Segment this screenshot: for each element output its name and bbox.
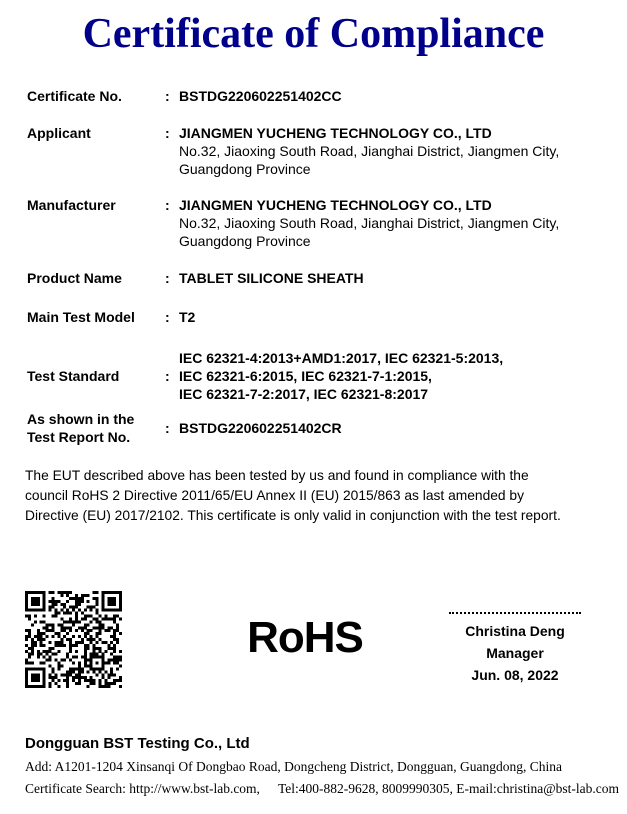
applicant-value <box>179 124 559 178</box>
test-report-label-line2: Test Report No. <box>27 429 131 445</box>
field-label: Applicant <box>27 125 91 141</box>
test-report-label-line1: As shown in the <box>27 411 135 427</box>
field-label: Test Standard <box>27 368 120 384</box>
signatory-role: Manager <box>486 645 544 661</box>
field-row-manufacturer <box>27 196 612 250</box>
rohs-logo: RoHS <box>247 613 363 662</box>
product-name-value: TABLET SILICONE SHEATH <box>179 270 364 286</box>
field-row-main-test-model <box>27 308 612 326</box>
qr-code-icon <box>25 591 122 688</box>
manufacturer-address-line2: Guangdong Province <box>179 233 311 249</box>
field-label: Manufacturer <box>27 197 116 213</box>
statement-line2: council RoHS 2 Directive 2011/65/EU Annex II (EU) 2015/863 as last amended by <box>25 488 525 503</box>
main-test-model-value: T2 <box>179 309 196 325</box>
field-row-test-report-no <box>27 410 612 446</box>
field-colon: : <box>165 270 170 286</box>
field-colon: : <box>165 420 170 436</box>
signatory-name: Christina Deng <box>465 623 565 639</box>
field-row-applicant <box>27 124 612 178</box>
certificate-search-url: Certificate Search: http://www.bst-lab.com, <box>25 781 260 796</box>
applicant-address-line2: Guangdong Province <box>179 161 311 177</box>
statement-line1: The EUT described above has been tested by us and found in compliance with the <box>25 468 529 483</box>
issuer-phone-email: Tel:400-882-9628, 8009990305, E-mail:christina@bst-lab.com <box>277 781 619 796</box>
field-row-product-name <box>27 269 612 287</box>
applicant-name: JIANGMEN YUCHENG TECHNOLOGY CO., LTD <box>179 125 492 141</box>
field-label <box>27 410 165 446</box>
manufacturer-value <box>179 196 559 250</box>
field-row-test-standard <box>27 349 612 403</box>
field-colon: : <box>165 125 170 141</box>
test-standard-line2: IEC 62321-6:2015, IEC 62321-7-1:2015, <box>179 368 432 384</box>
field-colon: : <box>165 88 170 104</box>
certificate-number: BSTDG220602251402CC <box>179 88 342 104</box>
field-colon: : <box>165 368 170 384</box>
field-colon: : <box>165 309 170 325</box>
test-report-number: BSTDG220602251402CR <box>179 420 342 436</box>
statement-line3: Directive (EU) 2017/2102. This certificate is only valid in conjunction with the test report. <box>25 508 561 523</box>
field-label: Certificate No. <box>27 88 122 104</box>
manufacturer-name: JIANGMEN YUCHENG TECHNOLOGY CO., LTD <box>179 197 492 213</box>
issuer-company-name: Dongguan BST Testing Co., Ltd <box>25 735 250 752</box>
field-label: Main Test Model <box>27 309 135 325</box>
applicant-address-line1: No.32, Jiaoxing South Road, Jianghai District, Jiangmen City, <box>179 143 560 159</box>
field-row-certificate-no <box>27 87 612 105</box>
field-colon: : <box>165 197 170 213</box>
compliance-statement <box>25 466 620 526</box>
signature-date: Jun. 08, 2022 <box>471 667 559 683</box>
signature-block <box>425 612 605 686</box>
certificate-title: Certificate of Compliance <box>82 11 545 57</box>
field-label: Product Name <box>27 270 122 286</box>
test-standard-line1: IEC 62321-4:2013+AMD1:2017, IEC 62321-5:2013, <box>179 350 504 366</box>
manufacturer-address-line1: No.32, Jiaoxing South Road, Jianghai District, Jiangmen City, <box>179 215 560 231</box>
issuer-contact-line <box>25 781 620 797</box>
issuer-address: Add: A1201-1204 Xinsanqi Of Dongbao Road, Dongcheng District, Dongguan, Guangdong, China <box>25 759 562 774</box>
signature-dotted-line <box>449 612 581 614</box>
test-standard-line3: IEC 62321-7-2:2017, IEC 62321-8:2017 <box>179 386 429 402</box>
test-standard-value <box>179 349 503 403</box>
